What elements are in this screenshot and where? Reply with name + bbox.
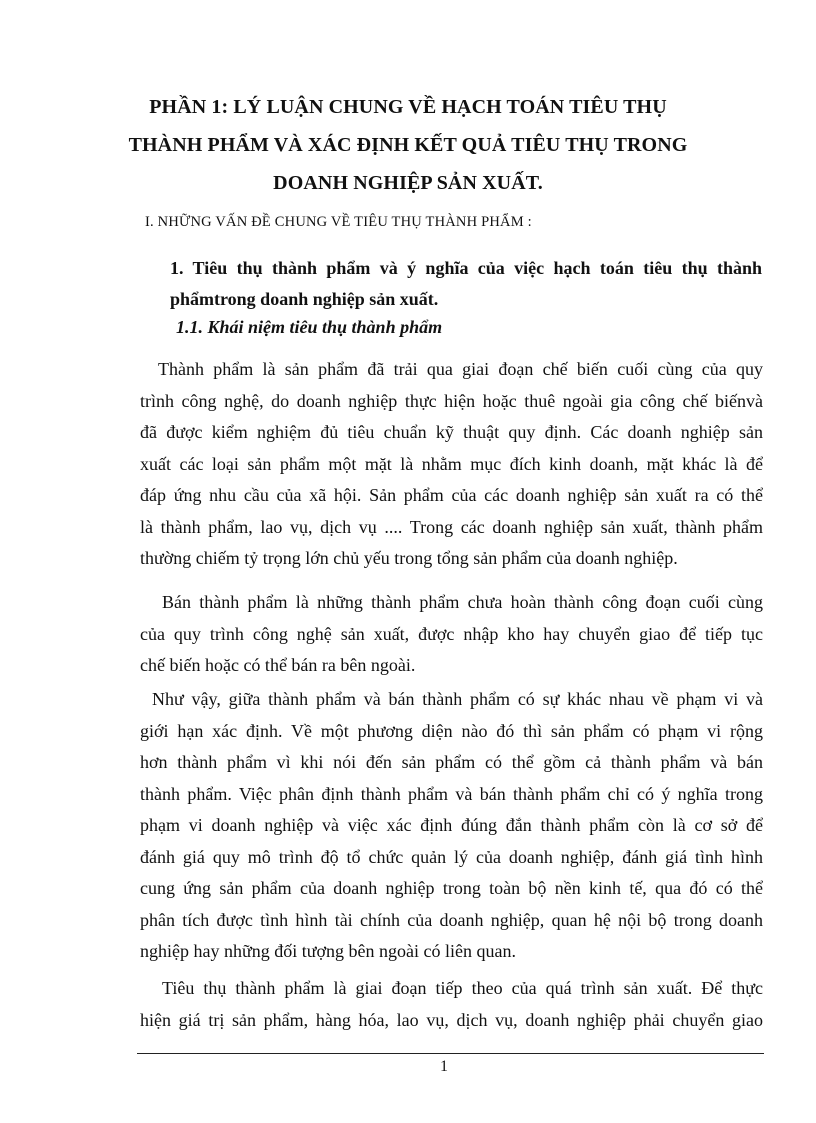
text-line: nghiệp hay những đối tượng bên ngoài có liên quan.: [140, 941, 516, 961]
text-line: đáp ứng nhu cầu của xã hội. Sản phẩm của các doanh nghiệp sản xuất ra có thể: [140, 485, 763, 505]
text-line: là thành phẩm, lao vụ, dịch vụ .... Trong các doanh nghiệp sản xuất, thành phẩm: [140, 516, 763, 537]
subsection-heading: [170, 253, 762, 315]
text-line: phạm vi doanh nghiệp và việc xác định đúng đắn thành phẩm còn là cơ sở để: [140, 815, 763, 835]
paragraph-2: [140, 587, 763, 682]
paragraph-4: [140, 973, 763, 1036]
footer-rule: [137, 1053, 764, 1054]
text-line: hiện giá trị sản phẩm, hàng hóa, lao vụ, dịch vụ, doanh nghiệp phải chuyển giao: [140, 1009, 763, 1030]
page-number: 1: [440, 1058, 448, 1075]
section-heading: I. NHỮNG VẤN ĐỀ CHUNG VỀ TIÊU THỤ THÀNH PHẨM :: [145, 214, 532, 230]
text-line: cung ứng sản phẩm của doanh nghiệp trong toàn bộ nền kinh tế, qua đó có thể: [140, 878, 763, 898]
text-line: Như vậy, giữa thành phẩm và bán thành phẩm có sự khác nhau về phạm vi và: [152, 689, 763, 709]
paragraph-1: [140, 354, 763, 575]
chapter-title-line-2: THÀNH PHẨM VÀ XÁC ĐỊNH KẾT QUẢ TIÊU THỤ TRONG: [128, 134, 688, 156]
text-line: đã được kiểm nghiệm đủ tiêu chuẩn kỹ thuật quy định. Các doanh nghiệp sản: [140, 422, 763, 442]
chapter-title: [100, 88, 716, 202]
chapter-title-line-1: PHẦN 1: LÝ LUẬN CHUNG VỀ HẠCH TOÁN TIÊU THỤ: [149, 96, 667, 118]
text-line: Thành phẩm là sản phẩm đã trải qua giai đoạn chế biến cuối cùng của quy: [158, 359, 763, 379]
text-line: Tiêu thụ thành phẩm là giai đoạn tiếp theo của quá trình sản xuất. Để thực: [162, 978, 763, 998]
text-line: Bán thành phẩm là những thành phẩm chưa hoàn thành công đoạn cuối cùng: [162, 592, 763, 612]
text-line: thành phẩm. Việc phân định thành phẩm và bán thành phẩm chỉ có ý nghĩa trong: [140, 783, 763, 804]
paragraph-3: [140, 684, 763, 968]
text-line: chế biến hoặc có thể bán ra bên ngoài.: [140, 655, 416, 675]
text-line: trình công nghệ, do doanh nghiệp thực hiện hoặc thuê ngoài gia công chế biếnvà: [140, 390, 763, 411]
text-line: hơn thành phẩm vì khi nói đến sản phẩm có thể gồm cả thành phẩm và bán: [140, 752, 763, 772]
subsection-heading-line-2: phẩmtrong doanh nghiệp sản xuất.: [170, 289, 439, 309]
text-line: phân tích được tình hình tài chính của doanh nghiệp, quan hệ nội bộ trong doanh: [140, 909, 763, 930]
text-line: xuất các loại sản phẩm một mặt là nhằm mục đích kinh doanh, mặt khác là để: [140, 453, 763, 474]
text-line: đánh giá quy mô trình độ tổ chức quản lý của doanh nghiệp, đánh giá tình hình: [140, 846, 763, 867]
text-line: thường chiếm tỷ trọng lớn chủ yếu trong tổng sản phẩm của doanh nghiệp.: [140, 548, 678, 568]
subsection-heading-line-1: 1. Tiêu thụ thành phẩm và ý nghĩa của việc hạch toán tiêu thụ thành: [170, 258, 762, 278]
text-line: của quy trình công nghệ sản xuất, được nhập kho hay chuyển giao để tiếp tục: [140, 623, 763, 644]
subsubsection-heading: 1.1. Khái niệm tiêu thụ thành phẩm: [176, 317, 443, 337]
chapter-title-line-3: DOANH NGHIỆP SẢN XUẤT.: [273, 172, 543, 194]
text-line: giới hạn xác định. Về một phương diện nào đó thì sản phẩm có phạm vi rộng: [140, 720, 763, 741]
